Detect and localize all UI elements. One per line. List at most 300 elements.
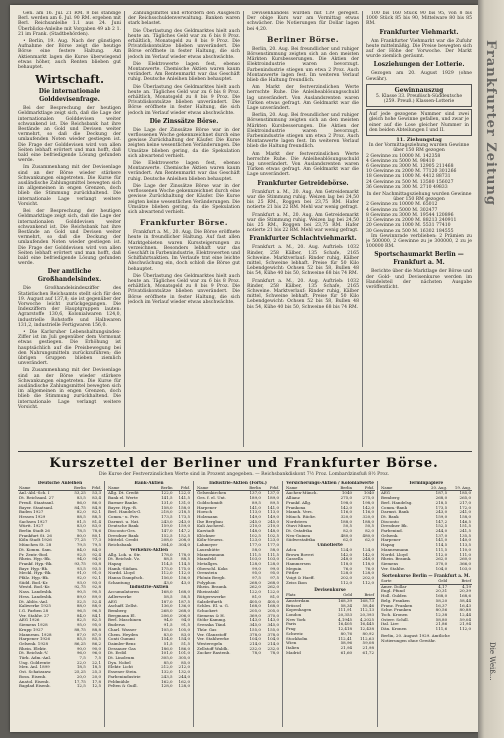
quote-cell: 80,92: [362, 631, 374, 636]
quote-cell: Dresdner Bank: [108, 533, 139, 538]
quote-cell: 243,5: [161, 674, 173, 679]
quote-cell: Gelsenkirchen: [197, 490, 227, 496]
group-title: Deutsche Anleihen: [37, 481, 83, 485]
quote-cell: 85,0: [163, 660, 173, 665]
quote-cell: 262,0: [249, 585, 261, 590]
quote-cell: Türk. Adm.-Anl.: [19, 656, 52, 661]
group-header: [285, 585, 375, 593]
quote-cell: 25,3: [92, 670, 101, 675]
quote-cell: 142,0: [362, 552, 374, 557]
newspaper-page: [10, 5, 478, 732]
quote-cell: 80,1: [92, 533, 101, 538]
quote-cell: Frkf.: [262, 486, 280, 491]
quote-cell: Hess. Landesbk.: [19, 594, 53, 599]
quote-cell: Pittler: [286, 571, 299, 576]
column-2: [128, 11, 240, 451]
quote-cell: 159,0: [435, 514, 448, 519]
quote-cell: 84,75: [74, 505, 86, 510]
quote-cell: 20,31: [435, 589, 448, 594]
quote-cell: Schantung: [108, 580, 130, 585]
quote-cell: 243,0: [178, 519, 190, 524]
quote-cell: Chem. Heyden: [108, 632, 138, 637]
quote-cell: Brüssel: [286, 603, 302, 608]
quote-cell: Ver. Stahlw.: [381, 566, 405, 571]
group-title: Versicherungs-Aktien / Kolonialwerte: [286, 481, 374, 485]
quote-cell: 83,0: [92, 524, 101, 529]
quote-cell: 1040: [363, 490, 374, 496]
quote-cell: Dän. Kronen: [381, 627, 407, 632]
devisen-title: Sortenkurse Berlin — Frankfurt a. M.: [382, 573, 470, 579]
quote-cell: Holl. Gulden: [381, 594, 407, 599]
quote-cell: 86,0: [76, 500, 86, 505]
quote-cell: 154,0: [161, 637, 173, 642]
winning-number-line: 2 Gewinne zu 10000 M. 65012: [366, 202, 438, 208]
quote-cell: 378,0: [267, 632, 279, 637]
quote-cell: 155,0: [249, 627, 261, 632]
quote-cell: Württ. 1927: [19, 524, 44, 529]
footnote: Berlin, 20. August 1929. Amtliche Notierungen ohne Gewähr.: [381, 632, 450, 643]
footnote-row: [380, 632, 472, 643]
group-header: [285, 481, 375, 486]
group-title: Industrie-Aktien: [129, 585, 169, 590]
gewinn-rule-box: Auf jede gezogene Nummer sind zwei gleich hohe Gewinne gefallen, und zwar je einer auf die Lose gleicher Nummer in den beiden Abteilungen I und II.: [366, 109, 472, 136]
quote-cell: Reichsbank: [108, 543, 132, 548]
quote-cell: 112,13: [360, 608, 374, 613]
quote-cell: 168,39: [338, 598, 353, 603]
quote-cell: 345,0: [267, 623, 279, 628]
quote-cell: Name: [18, 486, 68, 491]
quote-cell: 122,0: [178, 490, 190, 496]
quote-cell: 21,98: [362, 645, 374, 650]
quote-cell: Laurahütte: [197, 547, 220, 552]
quote-cell: 103,0: [267, 557, 279, 562]
quote-cell: Frkf.: [174, 486, 191, 491]
quote-cell: 83,0: [163, 632, 173, 637]
quote-cell: Farbenind.: [381, 529, 403, 534]
quote-cell: 85,0: [181, 660, 190, 665]
quote-cell: Rütgerswerke: [197, 594, 226, 599]
quote-cell: 92,4: [92, 552, 101, 557]
column-divider: [104, 481, 105, 727]
masthead-fragment: Frankfurter Zeitung: [483, 40, 498, 206]
quote-cell: 86,25: [74, 641, 86, 646]
kurszettel-column-a: [18, 481, 102, 727]
quote-cell: Hessen 1929: [19, 514, 46, 519]
quote-cell: 155,0: [267, 627, 279, 632]
quote-cell: 268,0: [161, 608, 173, 613]
quote-cell: 243,0: [435, 510, 448, 515]
quote-cell: Stockholm: [286, 636, 308, 641]
quote-cell: 185,0: [459, 490, 471, 496]
quote-cell: Franz. Franken: [381, 603, 413, 608]
quote-cell: 82,1: [92, 510, 101, 515]
quote-cell: 128,0: [178, 684, 190, 689]
quote-cell: 88,75: [74, 627, 86, 632]
quote-cell: 18,5: [92, 665, 101, 670]
quote-cell: 95,0: [252, 571, 261, 576]
quote-cell: AEG 1926: [19, 618, 40, 623]
quote-cell: Platz: [285, 593, 331, 598]
kurszettel-column-c: [196, 481, 280, 727]
quote-cell: Engl. Pfund: [381, 589, 405, 594]
quote-cell: 114,5: [161, 561, 173, 566]
quote-cell: 12,44: [459, 612, 471, 617]
quote-cell: Zellstoff Waldh.: [197, 646, 229, 651]
quote-cell: 189,0: [267, 496, 279, 501]
quote-cell: 248,0: [362, 557, 374, 562]
quote-cell: 480,0: [362, 533, 374, 538]
quote-cell: 136,0: [178, 604, 190, 609]
group-header: [380, 571, 472, 579]
quote-cell: 22,0: [76, 660, 86, 665]
quote-cell: 90,5: [76, 590, 86, 595]
quote-cell: 128,0: [249, 561, 261, 566]
quote-cell: 25,25: [74, 670, 86, 675]
quote-cell: Phönix Bergb.: [197, 576, 226, 581]
sortenmarkt-heading: Sportschaumarkt Berlin — Frankfurt a. M.: [374, 251, 464, 267]
quote-cell: 52,4: [92, 599, 101, 604]
quote-cell: 104,0: [267, 637, 279, 642]
quote-cell: Bayr. Hyp.-Bk.: [19, 566, 49, 571]
quote-cell: 218,5: [178, 510, 190, 515]
quote-cell: 52,5: [76, 599, 86, 604]
schlachtviehmarkt-heading: Frankfurter Schlachtviehmarkt.: [249, 235, 357, 243]
winning-number-line: 2 Gewinne zu 10000 M. 142358: [366, 153, 441, 159]
quote-cell: Feldmühle: [108, 679, 130, 684]
quote-cell: 18,5: [76, 665, 86, 670]
quote-cell: 104,0: [435, 566, 448, 571]
kurszettel-note: Die Kurse der Festverzinslichen Werte sind in Prozent angegeben. — Reichsbankdiskont 7½ Proz. Lombardzinsfuß 8½ Proz.: [98, 472, 390, 477]
quote-cell: 99,0: [270, 566, 279, 571]
quote-cell: 206,0: [178, 613, 190, 618]
quote-cell: 84,1: [92, 613, 101, 618]
column-divider: [243, 11, 244, 447]
quote-cell: 111,91: [338, 608, 353, 613]
quote-cell: 131,0: [178, 500, 190, 505]
quote-cell: 85,5: [92, 637, 101, 642]
adjacent-page-edge: [478, 0, 504, 738]
quote-cell: 58,5: [181, 594, 190, 599]
quote-cell: 92,5: [76, 552, 86, 557]
quote-cell: 124,0: [362, 547, 374, 552]
quote-cell: 132,0: [161, 670, 173, 675]
quote-cell: 217,0: [459, 500, 471, 505]
quote-cell: Darmst. u. Nat.: [108, 519, 140, 524]
col2-top: Zahlungsmittel und erfordern den Ausgleich der Reichsschuldenverwaltung. Banken waren stark belastet.: [128, 11, 240, 27]
kurszettel-column-d: [285, 481, 375, 727]
quote-cell: 80,56: [435, 608, 448, 613]
quote-cell: 91,0: [92, 571, 101, 576]
quote-cell: 212,0: [178, 665, 190, 670]
col4-body4: Berichte über die Marktlage der Börse und der Gold- und Devisenkurse werden im Handelsteil der nächsten Ausgabe veröffentlicht.: [366, 269, 472, 290]
quote-cell: Dt. Komm. Sam.: [19, 547, 52, 552]
quote-cell: 206,0: [161, 613, 173, 618]
quote-cell: Köln-Neuess.: [197, 538, 224, 543]
quote-cell: 111,5: [267, 552, 279, 557]
quote-cell: Frankfurt St. 26: [19, 533, 52, 538]
quote-cell: Öst. Schatzanw.: [19, 670, 52, 675]
quote-cell: 81,5: [76, 519, 86, 524]
quote-cell: Dyn. Nobel: [108, 660, 131, 665]
group-title: Bank-Aktien: [134, 481, 164, 485]
quote-cell: Karstadt: [197, 529, 215, 534]
col4-body3: Im Gewinnrade verblieben: 2 Prämien zu je 500000, 2 Gewinne zu je 300000, 2 zu je 100000 RM.: [366, 233, 472, 250]
quote-cell: 177,0: [249, 543, 261, 548]
quote-cell: Salzdetfurth: [197, 599, 223, 604]
quote-cell: 112,0: [435, 552, 448, 557]
quote-cell: Schuckert: [197, 608, 218, 613]
quote-cell: 82,5: [92, 618, 101, 623]
quote-cell: 93,0: [76, 580, 86, 585]
quote-cell: 78,5: [76, 529, 86, 534]
quote-cell: 113,0: [267, 510, 279, 515]
quote-cell: 78,0: [270, 651, 279, 656]
quote-cell: 124,0: [340, 547, 353, 552]
quote-cell: 265,0: [459, 496, 471, 501]
quote-cell: 81,4: [92, 519, 101, 524]
quote-cell: 58,96: [340, 641, 353, 646]
quote-cell: 128,0: [340, 571, 353, 576]
quote-cell: 94,0: [92, 557, 101, 562]
quote-cell: Amer. Dollar: [381, 584, 407, 589]
kurszettel-column-b: [107, 481, 191, 727]
quote-cell: 58,0: [270, 547, 279, 552]
quote-cell: 79,5: [92, 543, 101, 548]
quote-cell: Brief: [448, 579, 472, 584]
quote-cell: Svenska Tänd.: [197, 623, 227, 628]
quote-cell: 146,5: [459, 519, 471, 524]
quote-cell: Adlerwerke: [108, 594, 132, 599]
quote-cell: 16,43: [459, 603, 471, 608]
ziehungstag-heading: 11. Ziehungstag: [396, 137, 442, 144]
quote-cell: 168,6: [459, 594, 471, 599]
quote-cell: Nordd. Lloyd: [108, 571, 135, 576]
quote-cell: Ver. Stahlwerke: [197, 637, 229, 642]
col1-body2: Im Zusammenhang mit der Devisenlage sind an der Börse wieder stärkere Schwankungen eingetreten. Die Kurse für ausländische Zahlungsmittel bewegten sich im allgemeinen in engen Grenzen, doch blieb die Stimmung zurückhaltend. Die internationale Lage verlangt weitere Vorsicht.: [18, 165, 121, 207]
col3-body3-cont: Frankfurt a. M., 20. Aug. Am Getreidemarkt war die Stimmung ruhig. Weizen lag bei 24,50 bis 25 RM., Roggen bei 23,75 RM. Hafer notierte 21 bis 22 RM. Mehl war wenig gefragt.: [247, 212, 359, 234]
quote-cell: 20,39: [459, 589, 471, 594]
quote-cell: Name: [285, 486, 331, 491]
quote-cell: 173,5: [435, 505, 448, 510]
column-divider: [362, 11, 363, 447]
quote-cell: Berlin Stadt 26: [19, 529, 50, 534]
quote-cell: 53,3: [92, 490, 101, 496]
quote-cell: 93,75: [74, 561, 86, 566]
quote-cell: 103,0: [249, 557, 261, 562]
quote-cell: 96,0: [76, 651, 86, 656]
quote-cell: 51,5: [181, 641, 190, 646]
quote-cell: 62,0: [365, 538, 374, 543]
quote-cell: 147,2: [178, 529, 190, 534]
quote-cell: 141,0: [435, 538, 448, 543]
quote-cell: 187,0: [161, 599, 173, 604]
quote-cell: 104,0: [249, 637, 261, 642]
quote-cell: 175,0: [178, 566, 190, 571]
quote-cell: 12,418: [338, 627, 353, 632]
quote-cell: Disconto-Ges.: [108, 529, 137, 534]
quote-cell: 61,72: [362, 650, 374, 655]
quote-cell: Neu-Guinea: [286, 533, 311, 538]
quote-cell: 16,445: [360, 622, 374, 627]
quote-cell: 21,94: [459, 622, 471, 627]
quote-cell: Baden 1927: [19, 510, 44, 515]
quote-cell: Gelsenk.: [381, 533, 399, 538]
quote-cell: Mannesmann: [197, 552, 225, 557]
quote-cell: Hamb.-Südam.: [108, 566, 139, 571]
quote-cell: 79,5: [76, 543, 86, 548]
quote-cell: 12,438: [360, 627, 374, 632]
quote-cell: 87,0: [76, 632, 86, 637]
quote-cell: Südwestafrika: [286, 538, 316, 543]
quote-cell: 50,5: [343, 524, 353, 529]
quote-cell: 131,0: [161, 500, 173, 505]
quote-cell: 89,5: [252, 500, 261, 505]
quote-cell: 147,2: [435, 519, 448, 524]
col2-body2-cont: Die Elektrowerte lagen fest, ebenso Montanwerte. Chemische Aktien waren kaum verändert. Am Rentenmarkt war das Geschäft ruhig. Deutsche Anleihen blieben behauptet.: [128, 161, 240, 182]
quote-cell: Harpener 1926: [19, 637, 51, 642]
quote-cell: Dt. Reichsb.-V.: [19, 651, 49, 656]
quote-cell: 123,0: [267, 538, 279, 543]
frankfurter-boerse-heading: Frankfurter Börse.: [140, 218, 228, 228]
quote-cell: 116,0: [362, 510, 374, 515]
quote-cell: 156,0: [178, 576, 190, 581]
quote-cell: 140,0: [459, 538, 471, 543]
quote-cell: Westd. Bod.-Kr.: [19, 585, 51, 590]
quote-cell: 94,0: [163, 618, 173, 623]
quote-cell: Harpener: [197, 505, 217, 510]
quote-cell: 305,0: [161, 656, 173, 661]
quote-cell: 20,0: [76, 674, 86, 679]
quote-cell: 1040: [341, 490, 353, 496]
getreideboerse-heading: Frankfurter Getreidebörse.: [257, 179, 349, 187]
col2-body1-cont: Die Überlastung des Geldmarktes hielt auch heute an. Tägliches Geld war zu 6 bis 8 Proz. erhältlich, Monatsgeld zu 8 bis 9 Proz. Die Privatdiskontsätze blieben unverändert. Die Börse eröffnete in fester Haltung, die sich jedoch im Verlauf wieder etwas abschwächte.: [128, 84, 240, 116]
quote-cell: 122,0: [161, 490, 173, 496]
col4-top: 100 bis 160 Stück 90 bis 95, von 8 bis 1000 Stück 85 bis 90, Mittelware 80 bis 85 RM.: [366, 11, 472, 27]
viehmarkt-heading: Frankfurter Viehmarkt.: [379, 28, 459, 36]
quote-cell: 128,0: [161, 684, 173, 689]
quote-cell: AEG: [108, 599, 118, 604]
col2-body1: Die Überlastung des Geldmarktes hielt auch heute an. Tägliches Geld war zu 6 bis 8 Proz. erhältlich, Monatsgeld zu 8 bis 9 Proz. Die Privatdiskontsätze blieben unverändert. Die Börse eröffnete in fester Haltung, die sich jedoch im Verlauf wieder etwas abschwächte.: [128, 28, 240, 60]
table-row: [196, 651, 280, 656]
col3-body2-cont: Am Markt der festverzinslichen Werte herrschte Ruhe. Die Anleiheablösungsschuld lag unverändert. Von Auslandsrenten waren Türken etwas gefragt. Am Geldmarkt war die Lage unverändert.: [247, 151, 359, 178]
quote-cell: 103,0: [459, 566, 471, 571]
quote-cell: 20,0: [92, 674, 101, 679]
quote-cell: 186,0: [178, 646, 190, 651]
quote-cell: Oberschl. Koks: [197, 566, 228, 571]
quote-cell: Ung. Goldrente: [19, 660, 51, 665]
quote-cell: 95,0: [92, 623, 101, 628]
quote-cell: 96,5: [76, 608, 86, 613]
winning-number-line: 12 Gewinne zu 2000 M. 88213 240911: [366, 218, 457, 224]
quote-cell: 159,0: [161, 524, 173, 529]
quote-cell: 212,0: [161, 665, 173, 670]
quote-cell: 16,37: [435, 603, 448, 608]
lotterie-heading: Losziehungen der Lotterie.: [373, 61, 465, 69]
golddevisen-subheading: Die internationale Golddevisenfrage.: [38, 88, 101, 104]
quote-cell: Tsch. Kronen: [381, 612, 408, 617]
quote-cell: Amsterdam: [286, 598, 310, 603]
col2-body3-cont: Die Lage der Zinssätze Börse war in der verflossenen Woche gekennzeichnet durch eine gewisse Zurückhaltung der Käufer. Die Kurse zeigten keine wesentlichen Veränderungen. Die Umsätze blieben gering, da die Spekulation sich abwartend verhielt.: [128, 183, 240, 215]
quote-cell: 94,0: [181, 618, 190, 623]
quote-cell: 21,94: [340, 645, 353, 650]
quote-cell: 59,08: [362, 641, 374, 646]
quote-cell: 58,5: [163, 594, 173, 599]
quote-cell: 62,0: [343, 538, 353, 543]
quote-cell: 268,0: [178, 608, 190, 613]
quote-cell: 172,0: [459, 505, 471, 510]
quote-cell: 4,2025: [360, 617, 374, 622]
quote-cell: 84,0: [76, 613, 86, 618]
quote-cell: Bayer. Staatsanl.: [19, 505, 54, 510]
quote-cell: Schweiz: [286, 631, 303, 636]
quote-cell: 168,0: [178, 590, 190, 595]
quote-cell: 112,0: [362, 580, 374, 585]
quote-cell: 304,0: [161, 543, 173, 548]
quote-cell: Otavi Minen: [286, 524, 311, 529]
quote-cell: 111,5: [435, 547, 448, 552]
vormittag-line: In der Vormittagsziehung wurden Gewinne über 150 RM gezogen: [368, 143, 470, 154]
quote-cell: 21,86: [435, 622, 448, 627]
quote-cell: 186,0: [161, 646, 173, 651]
quote-cell: 168,0: [249, 604, 261, 609]
quote-cell: 116,0: [340, 510, 353, 515]
quote-cell: 148,0: [249, 529, 261, 534]
quote-cell: Bagdad Eisenb.: [19, 684, 51, 689]
quote-cell: 162,0: [161, 679, 173, 684]
quote-cell: Bemberg: [108, 608, 127, 613]
quote-cell: 113,0: [249, 510, 261, 515]
quote-cell: Mannesmann: [381, 547, 409, 552]
quote-cell: Kali Aschersl.: [197, 524, 225, 529]
quote-cell: 210,0: [249, 524, 261, 529]
winning-number-line: 18 Gewinne zu 1000 M. 4412 88731: [366, 174, 451, 180]
quote-cell: Comm.-Bank: [381, 505, 408, 510]
gewinnauszug-box: [366, 84, 472, 107]
quote-cell: Elektr. Licht: [108, 665, 133, 670]
quote-cell: Hansa Dampfsch.: [108, 576, 144, 581]
quote-cell: 101,0: [178, 651, 190, 656]
quote-cell: 141,5: [178, 496, 190, 501]
quote-cell: 90,5: [92, 590, 101, 595]
column-4: [366, 11, 472, 451]
quote-cell: 96,0: [92, 651, 101, 656]
group-title: Terminpapiere: [408, 481, 444, 485]
quote-cell: 128,0: [267, 561, 279, 566]
quote-cell: 88,5: [181, 557, 190, 562]
grosshandelsindex-heading: Der amtliche Großhandelsindex.: [37, 268, 102, 284]
col1-opening: Gen. am 16. Jul. 21 RM. 8 bis ständige Berl. werden am 6. Jul. 90 RM. ergeben mit Berl. Reichsanleihe 1.1 aus 24. Juni Überblicks-Anleihe mit Vorgaben 49 ab 2 1. 21 im Frank. (Stadtbehörden).: [18, 11, 121, 37]
quote-cell: Frkf.: [87, 486, 102, 491]
quote-cell: Frkf.: [353, 486, 375, 491]
quote-cell: Ital. Lire: [381, 622, 399, 627]
quote-cell: 81,0: [252, 594, 261, 599]
winning-number-line: 4 Gewinne zu 5000 M. 302477: [366, 207, 438, 213]
winning-number-line: 30 Gewinne zu 500 M. 16302 184555: [366, 228, 454, 234]
quote-cell: 202,0: [340, 576, 353, 581]
quote-cell: 94,0: [76, 557, 86, 562]
quote-cell: 22,1: [92, 660, 101, 665]
quote-cell: 205,0: [267, 608, 279, 613]
quote-cell: Aachen-Münch.: [286, 490, 318, 496]
quote-cell: 77,3: [92, 538, 101, 543]
quote-cell: Name: [196, 486, 244, 491]
quote-cell: 118,0: [340, 561, 353, 566]
quote-cell: 378,0: [249, 632, 261, 637]
quote-cell: AEG: [381, 490, 391, 496]
quote-cell: 177,0: [267, 543, 279, 548]
quote-cell: 260,0: [459, 557, 471, 562]
quote-cell: 7,5: [94, 656, 101, 661]
